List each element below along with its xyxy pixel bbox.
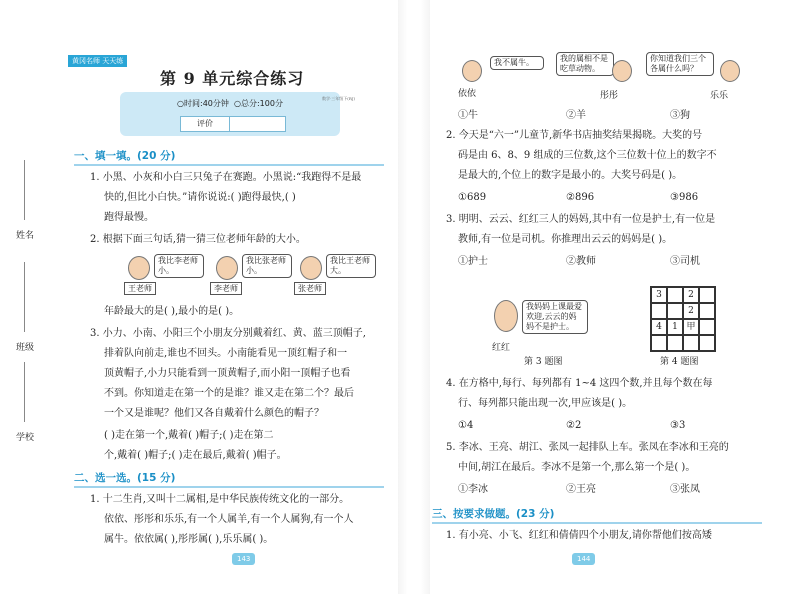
speech-bubble: 我比王老师大。 xyxy=(326,254,376,278)
q4-line: 4. 在方格中,每行、每列都有 1~4 这四个数,并且每个数在每 xyxy=(446,378,713,389)
option: ③狗 xyxy=(670,110,690,121)
figure-caption: 第 3 题图 xyxy=(524,357,563,367)
grid-cell: 4 xyxy=(651,319,667,335)
mini-label: 数学·三年级下(RJ) xyxy=(322,96,356,101)
name-tag: 王老师 xyxy=(124,282,156,295)
option: ②教师 xyxy=(566,256,596,267)
option: ①李冰 xyxy=(458,484,488,495)
kid-name: 彤彤 xyxy=(600,91,619,101)
page-title: 第 9 单元综合练习 xyxy=(160,69,305,88)
side-line xyxy=(24,262,25,332)
school-field: 学校 xyxy=(16,433,35,443)
q3-line: 教师,有一位是司机。你推理出云云的妈妈是( )。 xyxy=(458,234,673,245)
q1-line: 快的,但比小白快。”请你说说:( )跑得最快,( ) xyxy=(104,192,296,203)
q2-line: 码是由 6、8、9 组成的三位数,这个三位数十位上的数字不 xyxy=(458,150,717,161)
child-icon xyxy=(462,60,482,82)
class-field: 班级 xyxy=(16,343,35,353)
q3-line: 3. 小力、小南、小阳三个小朋友分别戴着红、黄、蓝三顶帽子, xyxy=(90,328,366,339)
q2-answer: 年龄最大的是( ),最小的是( )。 xyxy=(104,306,240,317)
grid-cell xyxy=(699,303,715,319)
page-number: 144 xyxy=(572,553,595,565)
q3-line: 排着队向前走,谁也不回头。小南能看见一顶红帽子和一 xyxy=(104,348,348,359)
info-box xyxy=(120,92,340,136)
figure-caption: 第 4 题图 xyxy=(660,357,699,367)
q1-line: 1. 小黑、小灰和小白三只兔子在赛跑。小黑说:“我跑得不是最 xyxy=(90,172,362,183)
speech-bubble: 你知道我们三个各属什么吗？ xyxy=(646,52,714,76)
kid-name: 乐乐 xyxy=(710,91,729,101)
option: ③986 xyxy=(670,192,699,203)
grid-cell: 2 xyxy=(683,303,699,319)
speech-bubble: 我的属相不是吃草动物。 xyxy=(556,52,614,76)
q2-line: 2. 今天是“六一”儿童节,新华书店抽奖结果揭晓。大奖的号 xyxy=(446,130,703,141)
option: ①4 xyxy=(458,420,474,431)
q4-line: 1. 十二生肖,又叫十二属相,是中华民族传统文化的一部分。 xyxy=(90,494,350,505)
option: ②羊 xyxy=(566,110,586,121)
grid-cell xyxy=(699,335,715,351)
child-icon xyxy=(612,60,632,82)
teacher-icon xyxy=(128,256,150,280)
option: ②896 xyxy=(566,192,595,203)
child-icon xyxy=(720,60,740,82)
grid-cell xyxy=(699,319,715,335)
section-bar xyxy=(432,522,762,524)
kid-name: 红红 xyxy=(492,343,511,353)
teacher-icon xyxy=(300,256,322,280)
grid-cell xyxy=(683,335,699,351)
section-bar xyxy=(74,164,384,166)
grid-cell xyxy=(667,287,683,303)
grid-cell: 甲 xyxy=(683,319,699,335)
speech-bubble: 我比张老师小。 xyxy=(242,254,292,278)
option: ②2 xyxy=(566,420,582,431)
option: ①护士 xyxy=(458,256,488,267)
q3-line: ( )走在第一个,戴着( )帽子;( )走在第二 xyxy=(104,430,274,441)
q3-line: 3. 明明、云云、红红三人的妈妈,其中有一位是护士,有一位是 xyxy=(446,214,716,225)
grid-cell: 3 xyxy=(651,287,667,303)
option: ③司机 xyxy=(670,256,700,267)
speech-bubble: 我比李老师小。 xyxy=(154,254,204,278)
q4-line: 依依、彤彤和乐乐,有一个人属羊,有一个人属狗,有一个人 xyxy=(104,514,354,525)
q4-line: 属牛。依依属( ),彤彤属( ),乐乐属( )。 xyxy=(104,534,274,545)
grid-cell xyxy=(667,335,683,351)
q1-line: 跑得最慢。 xyxy=(104,212,154,223)
side-line xyxy=(24,362,25,422)
eval-box xyxy=(180,116,286,132)
grid-cell xyxy=(699,287,715,303)
section-2-heading: 二、选一选。(15 分) xyxy=(74,472,176,484)
q3-line: 顶黄帽子,小力只能看到一顶黄帽子,而小阳一顶帽子也看 xyxy=(104,368,351,379)
q4-line: 行、每列都只能出现一次,甲应该是( )。 xyxy=(458,398,633,409)
grid-cell: 1 xyxy=(667,319,683,335)
page-number: 143 xyxy=(232,553,255,565)
grid-cell: 2 xyxy=(683,287,699,303)
kid-name: 依依 xyxy=(458,89,477,99)
option: ③3 xyxy=(670,420,686,431)
name-tag: 张老师 xyxy=(294,282,326,295)
speech-bubble: 我不属牛。 xyxy=(490,56,544,70)
option: ②王亮 xyxy=(566,484,596,495)
eval-label: 评价 xyxy=(181,117,230,131)
time-label: ○时间:40分钟 xyxy=(177,99,229,108)
speech-bubble: 我妈妈上课最爱欢迎,云云的妈妈不是护士。 xyxy=(522,300,588,334)
series-tag: 黄冈名师 天天练 xyxy=(68,55,127,67)
section-3-heading: 三、按要求做题。(23 分) xyxy=(432,508,555,520)
q3-line: 个,戴着( )帽子;( )走在最后,戴着( )帽子。 xyxy=(104,450,287,461)
q3-line: 一个又是谁呢？他们又各自戴着什么颜色的帽子？ xyxy=(104,408,324,419)
grid-cell xyxy=(667,303,683,319)
option: ③张凤 xyxy=(670,484,700,495)
q2-text: 2. 根据下面三句话,猜一猜三位老师年龄的大小。 xyxy=(90,234,306,245)
child-icon xyxy=(494,300,518,332)
name-field: 姓名 xyxy=(16,231,35,241)
teacher-icon xyxy=(216,256,238,280)
grid-cell xyxy=(651,335,667,351)
name-tag: 李老师 xyxy=(210,282,242,295)
side-line xyxy=(24,160,25,220)
q2-line: 是最大的,个位上的数字是最小的。大奖号码是( )。 xyxy=(458,170,683,181)
grid-cell xyxy=(651,303,667,319)
number-grid xyxy=(650,286,716,352)
time-score xyxy=(120,98,340,109)
q5-line: 中间,胡江在最后。李冰不是第一个,那么第一个是( )。 xyxy=(458,462,696,473)
option: ①牛 xyxy=(458,110,478,121)
section-1-heading: 一、填一填。(20 分) xyxy=(74,150,176,162)
section-bar xyxy=(74,486,384,488)
score-label: ○总分:100分 xyxy=(234,99,283,108)
q6-line: 1. 有小亮、小飞、红红和倩倩四个小朋友,请你帮他们按高矮 xyxy=(446,530,712,541)
page-gutter xyxy=(398,0,430,594)
q5-line: 5. 李冰、王亮、胡江、张凤一起排队上车。张凤在李冰和王亮的 xyxy=(446,442,729,453)
q3-line: 不到。你知道走在第一个的是谁？谁又走在第二个？最后 xyxy=(104,388,354,399)
option: ①689 xyxy=(458,192,487,203)
